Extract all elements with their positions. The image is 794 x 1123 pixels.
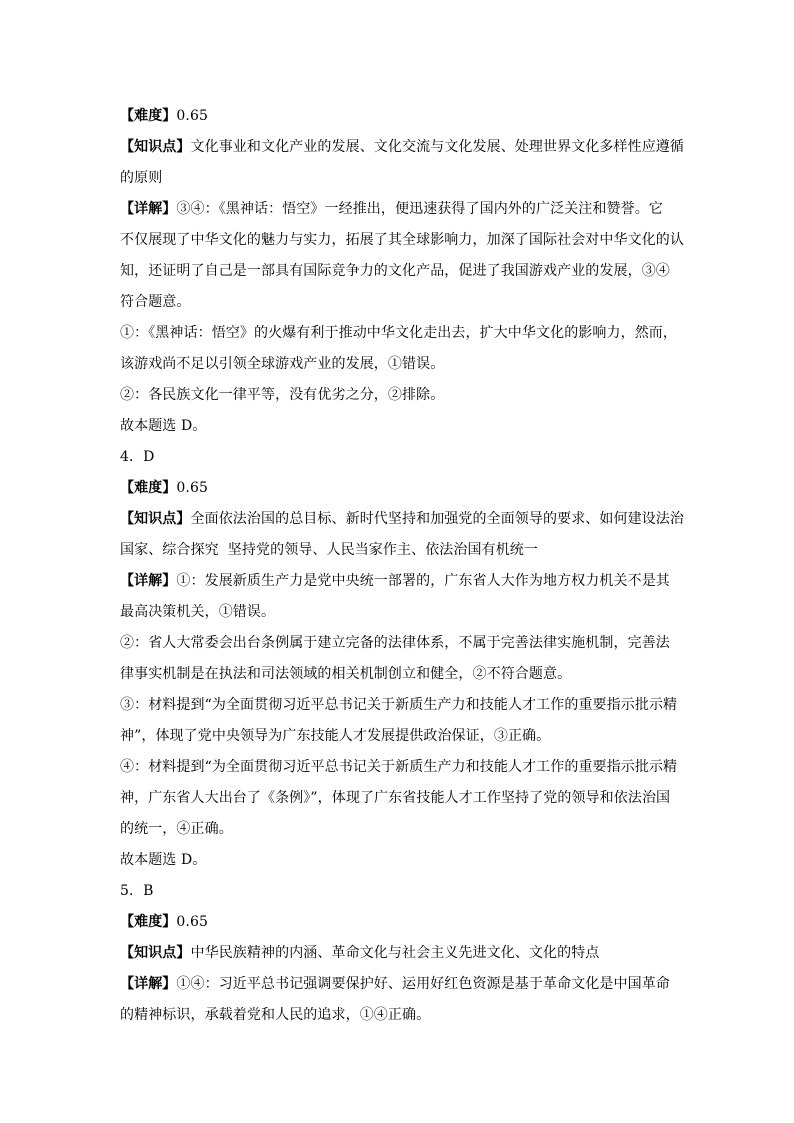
q5-knowledge-text: 中华民族精神的内涵、革命文化与社会主义先进文化、文化的特点	[190, 945, 600, 961]
q3-detail-line-4: 符合题意。	[120, 294, 191, 310]
q4-detail-line-8: 神，广东省人大出台了《条例》”，体现了广东省技能人才工作坚持了党的领导和依法治国	[120, 790, 671, 806]
detail-label: 【详解】	[120, 573, 177, 589]
q3-detail-line-7: ②：各民族文化一律平等，没有优劣之分，②排除。	[120, 387, 445, 403]
q4-detail-line-4: 律事实机制是在执法和司法领域的相关机制创立和健全，②不符合题意。	[120, 666, 572, 682]
q3-detail-line-6: 该游戏尚不足以引领全球游戏产业的发展，①错误。	[120, 356, 445, 372]
knowledge-label: 【知识点】	[120, 139, 191, 155]
knowledge-label: 【知识点】	[120, 511, 191, 527]
q4-answer: 4．D	[120, 449, 155, 465]
q4-detail-line-5: ③：材料提到“为全面贯彻习近平总书记关于新质生产力和技能人才工作的重要指示批示精	[120, 697, 678, 713]
q5-difficulty-line	[120, 907, 686, 938]
q3-detail-line	[120, 194, 686, 225]
q3-detail-line-5: ①：《黑神话：悟空》的火爆有利于推动中华文化走出去，扩大中华文化的影响力，然而，	[120, 325, 677, 341]
q4-knowledge-line-2: 国家、综合探究 坚持党的领导、人民当家作主、依法治国有机统一	[120, 542, 538, 558]
q5-answer: 5．B	[120, 883, 154, 899]
q3-difficulty-line	[120, 101, 686, 132]
q4-detail-line-3: ②：省人大常委会出台条例属于建立完备的法律体系，不属于完善法律实施机制，完善法	[120, 635, 670, 651]
q3-detail-line-8: 故本题选 D。	[120, 418, 207, 434]
difficulty-label: 【难度】	[120, 914, 177, 930]
q4-difficulty-value: 0.65	[176, 480, 208, 496]
q3-knowledge-line	[120, 132, 686, 163]
q3-knowledge-text: 文化事业和文化产业的发展、文化交流与文化发展、处理世界文化多样性应遵循	[190, 139, 684, 155]
q4-detail-line	[120, 566, 686, 597]
document-page	[120, 101, 686, 1031]
q4-detail-line-6: 神”，体现了党中央领导为广东技能人才发展提供政治保证，③正确。	[120, 728, 551, 744]
q4-detail-text: ①：发展新质生产力是党中央统一部署的，广东省人大作为地方权力机关不是其	[176, 573, 670, 589]
q5-detail-line	[120, 969, 686, 1000]
q4-detail-line-7: ④：材料提到“为全面贯彻习近平总书记关于新质生产力和技能人才工作的重要指示批示精	[120, 759, 678, 775]
q5-knowledge-line	[120, 938, 686, 969]
q4-knowledge-text: 全面依法治国的总目标、新时代坚持和加强党的全面领导的要求、如何建设法治	[190, 511, 684, 527]
q3-detail-line-3: 知，还证明了自己是一部具有国际竞争力的文化产品，促进了我国游戏产业的发展，③④	[120, 263, 670, 279]
q3-detail-text: ③④：《黑神话：悟空》一经推出，便迅速获得了国内外的广泛关注和赞誉。它	[176, 201, 663, 217]
q4-knowledge-line	[120, 504, 686, 535]
q4-detail-line-2: 最高决策机关，①错误。	[120, 604, 276, 620]
knowledge-label: 【知识点】	[120, 945, 191, 961]
q3-knowledge-line-2: 的原则	[120, 170, 163, 186]
q3-difficulty-value: 0.65	[176, 108, 208, 124]
q5-detail-text: ①④：习近平总书记强调要保护好、运用好红色资源是基于革命文化是中国革命	[176, 976, 670, 992]
q4-detail-line-9: 的统一，④正确。	[120, 821, 233, 837]
detail-label: 【详解】	[120, 976, 177, 992]
difficulty-label: 【难度】	[120, 480, 177, 496]
q5-detail-line-2: 的精神标识，承载着党和人民的追求，①④正确。	[120, 1007, 431, 1023]
q4-detail-line-10: 故本题选 D。	[120, 852, 207, 868]
q3-detail-line-2: 不仅展现了中华文化的魅力与实力，拓展了其全球影响力，加深了国际社会对中华文化的认	[120, 232, 684, 248]
difficulty-label: 【难度】	[120, 108, 177, 124]
q5-difficulty-value: 0.65	[176, 914, 208, 930]
q4-difficulty-line	[120, 473, 686, 504]
detail-label: 【详解】	[120, 201, 177, 217]
